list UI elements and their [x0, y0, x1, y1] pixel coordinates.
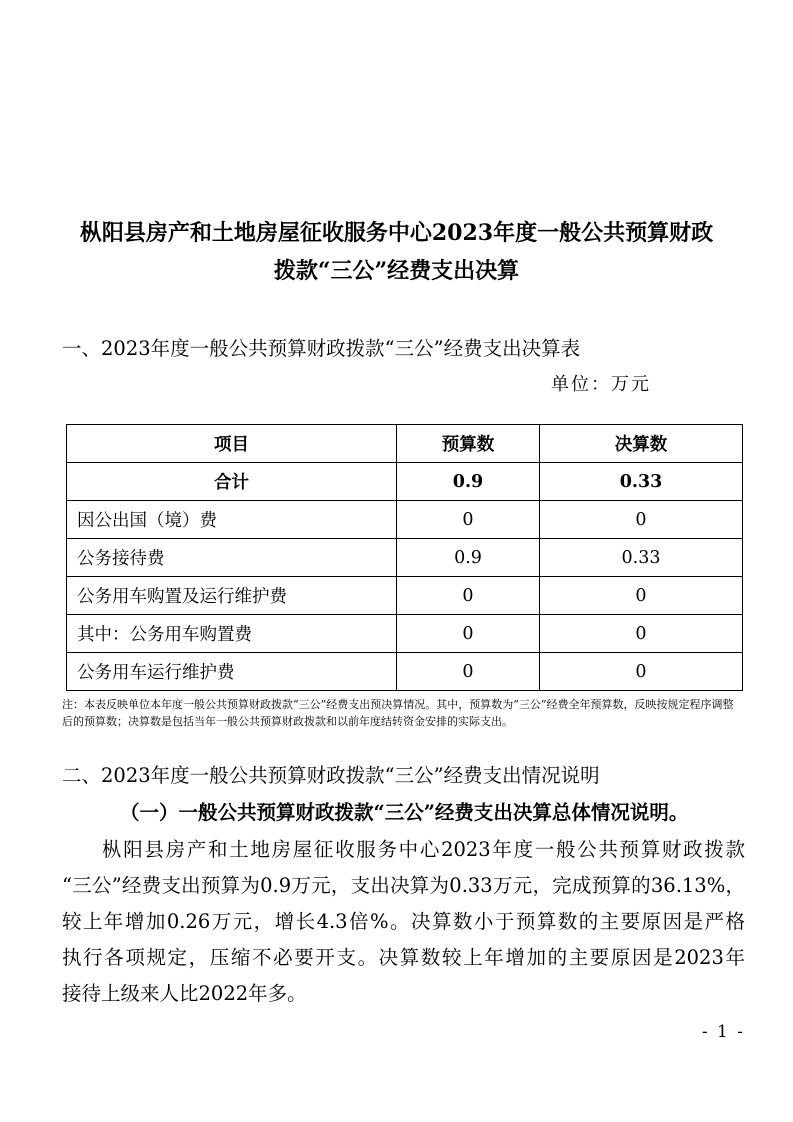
expense-table	[66, 424, 743, 691]
row-final: 0.33	[540, 463, 743, 501]
section-1-heading: 一、2023年度一般公共预算财政拨款“三公”经费支出决算表	[62, 337, 581, 360]
header-item: 项目	[67, 425, 397, 463]
section-2-subheading: （一）一般公共预算财政拨款“三公”经费支出决算总体情况说明。	[120, 801, 689, 824]
title-line-1: 枞阳县房产和土地房屋征收服务中心2023年度一般公共预算财政	[79, 220, 714, 246]
header-final: 决算数	[540, 425, 743, 463]
title-line-2: 拨款“三公”经费支出决算	[273, 258, 520, 284]
table-header-row	[67, 425, 743, 463]
explanation-paragraph	[62, 832, 745, 1012]
paragraph-line: 较上年增加0.26万元，增长4.3倍%。决算数小于预算数的主要原因是严格	[62, 910, 745, 933]
unit-label: 单位：万元	[551, 374, 651, 395]
row-budget: 0	[397, 501, 540, 539]
row-item: 公务用车运行维护费	[67, 653, 397, 691]
row-final: 0	[540, 501, 743, 539]
row-final: 0.33	[540, 539, 743, 577]
paragraph-line: “三公”经费支出预算为0.9万元，支出决算为0.33万元，完成预算的36.13%，	[62, 874, 745, 897]
row-item: 公务接待费	[67, 539, 397, 577]
row-budget: 0.9	[397, 539, 540, 577]
table-row-total	[67, 463, 743, 501]
table-row	[67, 501, 743, 539]
row-final: 0	[540, 615, 743, 653]
paragraph-line: 接待上级来人比2022年多。	[62, 982, 307, 1005]
section-2-heading: 二、2023年度一般公共预算财政拨款“三公”经费支出情况说明	[62, 764, 600, 787]
row-budget: 0	[397, 615, 540, 653]
row-item: 因公出国（境）费	[67, 501, 397, 539]
row-item: 公务用车购置及运行维护费	[67, 577, 397, 615]
table-note: 注：本表反映单位本年度一般公共预算财政拨款“三公”经费支出预决算情况。其中，预算数为“三公”经费全年预算数，反映按规定程序调整后的预算数；决算数是包括当年一般公共预算财政拨款和以前年度结转资金安排的实际支出。	[62, 698, 734, 728]
table-row	[67, 539, 743, 577]
row-final: 0	[540, 577, 743, 615]
row-final: 0	[540, 653, 743, 691]
row-budget: 0	[397, 653, 540, 691]
table-row	[67, 577, 743, 615]
row-budget: 0	[397, 577, 540, 615]
header-budget: 预算数	[397, 425, 540, 463]
paragraph-line: 枞阳县房产和土地房屋征收服务中心2023年度一般公共预算财政拨款	[102, 838, 745, 861]
table-row	[67, 615, 743, 653]
document-title	[40, 214, 753, 290]
row-item: 合计	[67, 463, 397, 501]
page-number: - 1 -	[701, 1022, 745, 1042]
row-item: 其中：公务用车购置费	[67, 615, 397, 653]
paragraph-line: 执行各项规定，压缩不必要开支。决算数较上年增加的主要原因是2023年	[62, 946, 745, 969]
row-budget: 0.9	[397, 463, 540, 501]
table-row	[67, 653, 743, 691]
